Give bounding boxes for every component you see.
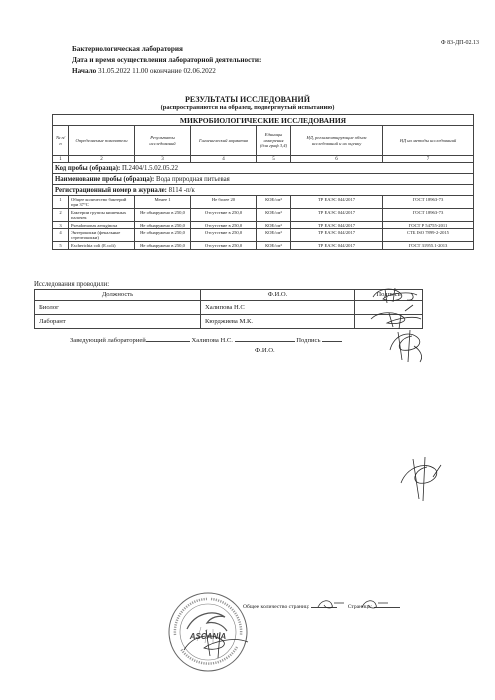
row-number: 3 <box>53 222 69 229</box>
sample-code-label: Код пробы (образца): <box>55 164 121 172</box>
stamp-brand: ASCANIA <box>189 632 227 641</box>
staff-fio: Халипова Н.С <box>201 301 355 315</box>
sample-code-row <box>53 163 474 174</box>
page-label: Страница: <box>347 604 373 610</box>
start-label: Начало <box>72 67 97 75</box>
document-code: Ф 83-ДП-02.13 <box>440 40 479 46</box>
unit-cell: КОЕ/см³ <box>257 222 291 229</box>
column-number: 2 <box>69 156 135 163</box>
registration-label: Регистрационный номер в журнале: <box>55 186 167 194</box>
head-line <box>70 337 342 344</box>
column-number: 3 <box>135 156 191 163</box>
table-row <box>53 229 474 242</box>
indicator-cell: Общее количество бактерий при 37°С <box>69 196 135 209</box>
nd-method-cell: ГОСТ 31955.1-2013 <box>383 242 474 249</box>
results-subtitle: (распространяются на образец, подвергнутый испытанию) <box>160 104 335 111</box>
stamp-signature <box>176 622 256 662</box>
nd-method-cell: ГОСТ Р 54755-2011 <box>383 222 474 229</box>
column-header: Единицы измерения (для граф 3,4) <box>257 126 291 156</box>
registration-row <box>53 185 474 196</box>
nd-method-cell: ГОСТ 18963-73 <box>383 196 474 209</box>
norm-cell: Отсутствие в 250,0 <box>191 229 257 242</box>
column-number: 6 <box>291 156 383 163</box>
staff-label: Исследования проводили: <box>34 281 110 288</box>
unit-cell: КОЕ/см³ <box>257 229 291 242</box>
column-header: № п/п <box>53 126 69 156</box>
row-number: 4 <box>53 229 69 242</box>
column-header: НД на методы исследований <box>383 126 474 156</box>
unit-cell: КОЕ/см³ <box>257 196 291 209</box>
norm-cell: Отсутствие в 250,0 <box>191 242 257 249</box>
sample-name-label: Наименование пробы (образца): <box>55 175 155 183</box>
norm-cell: Отсутствие в 250,0 <box>191 209 257 222</box>
staff-position: Биолог <box>35 301 201 315</box>
head-sign-label: Подпись <box>296 337 321 344</box>
column-number-row <box>53 156 474 163</box>
row-number: 1 <box>53 196 69 209</box>
nd-scope-cell: ТР ЕАЭС 044/2017 <box>291 209 383 222</box>
nd-scope-cell: ТР ЕАЭС 044/2017 <box>291 222 383 229</box>
staff-fio: Кюрджиева М.К. <box>201 315 355 329</box>
nd-scope-cell: ТР ЕАЭС 044/2017 <box>291 242 383 249</box>
staff-header: Ф.И.О. <box>201 290 355 301</box>
unit-cell: КОЕ/см³ <box>257 209 291 222</box>
norm-cell: Отсутствие в 250,0 <box>191 222 257 229</box>
section-row <box>53 115 474 126</box>
row-number: 2 <box>53 209 69 222</box>
norm-cell: Не более 20 <box>191 196 257 209</box>
head-label: Заведующий лабораторией <box>70 337 146 344</box>
column-number: 7 <box>383 156 474 163</box>
lab-period-label: Дата и время осуществления лабораторной деятельности: <box>72 56 262 64</box>
table-row <box>53 196 474 209</box>
staff-header: Должность <box>35 290 201 301</box>
result-cell: Не обнаружено в 250,0 <box>135 242 191 249</box>
lab-start-line <box>72 66 216 76</box>
result-cell: Не обнаружено в 250,0 <box>135 229 191 242</box>
bottom-signature <box>397 453 445 505</box>
page-signatures <box>316 597 390 611</box>
result-cell: Не обнаружено в 250,0 <box>135 209 191 222</box>
sample-name-row <box>53 174 474 185</box>
column-number: 5 <box>257 156 291 163</box>
staff-signatures <box>365 285 425 331</box>
nd-method-cell: ГОСТ 18963-73 <box>383 209 474 222</box>
sample-name-value: Вода природная питьевая <box>156 175 230 183</box>
staff-position: Лаборант <box>35 315 201 329</box>
result-cell: Менее 1 <box>135 196 191 209</box>
head-fio-caption: Ф.И.О. <box>255 347 275 354</box>
results-title: РЕЗУЛЬТАТЫ ИССЛЕДОВАНИЙ <box>185 95 310 104</box>
head-signature <box>384 326 430 366</box>
indicator-cell: Бактерии группы кишечных палочек <box>69 209 135 222</box>
section-title: МИКРОБИОЛОГИЧЕСКИЕ ИССЛЕДОВАНИЯ <box>53 115 474 126</box>
sample-code-value: П.2404/1.5.02.05.22 <box>121 164 179 172</box>
head-name: Халипова Н.С. <box>191 337 233 344</box>
row-number: 5 <box>53 242 69 249</box>
indicator-cell: Pseudomonas aeruginosa <box>69 222 135 229</box>
nd-scope-cell: ТР ЕАЭС 044/2017 <box>291 229 383 242</box>
lab-name: Бактериологическая лаборатория <box>72 45 183 53</box>
column-header: НД, регламентирующие объем исследований и их оценку <box>291 126 383 156</box>
results-table <box>52 114 474 250</box>
column-header: Определяемые показатели <box>69 126 135 156</box>
column-header: Результаты исследований <box>135 126 191 156</box>
column-number: 1 <box>53 156 69 163</box>
table-row <box>53 222 474 229</box>
table-row <box>53 242 474 249</box>
unit-cell: КОЕ/см³ <box>257 242 291 249</box>
result-cell: Не обнаружено в 250,0 <box>135 222 191 229</box>
column-header: Гигиенический норматив <box>191 126 257 156</box>
table-header-row <box>53 126 474 156</box>
table-row <box>53 209 474 222</box>
total-pages-label: Общее количество страниц: <box>243 604 310 610</box>
column-number: 4 <box>191 156 257 163</box>
indicator-cell: Энтерококки (фекальные стрептококки) <box>69 229 135 242</box>
staff-header: Подпись <box>355 290 423 301</box>
registration-value: 8114 -п/к <box>168 186 195 194</box>
nd-scope-cell: ТР ЕАЭС 044/2017 <box>291 196 383 209</box>
nd-method-cell: СТБ ISO 7899-2-2015 <box>383 229 474 242</box>
start-value: 31.05.2022 11.00 окончание 02.06.2022 <box>98 67 216 75</box>
indicator-cell: Escherichia coli (E.coli) <box>69 242 135 249</box>
